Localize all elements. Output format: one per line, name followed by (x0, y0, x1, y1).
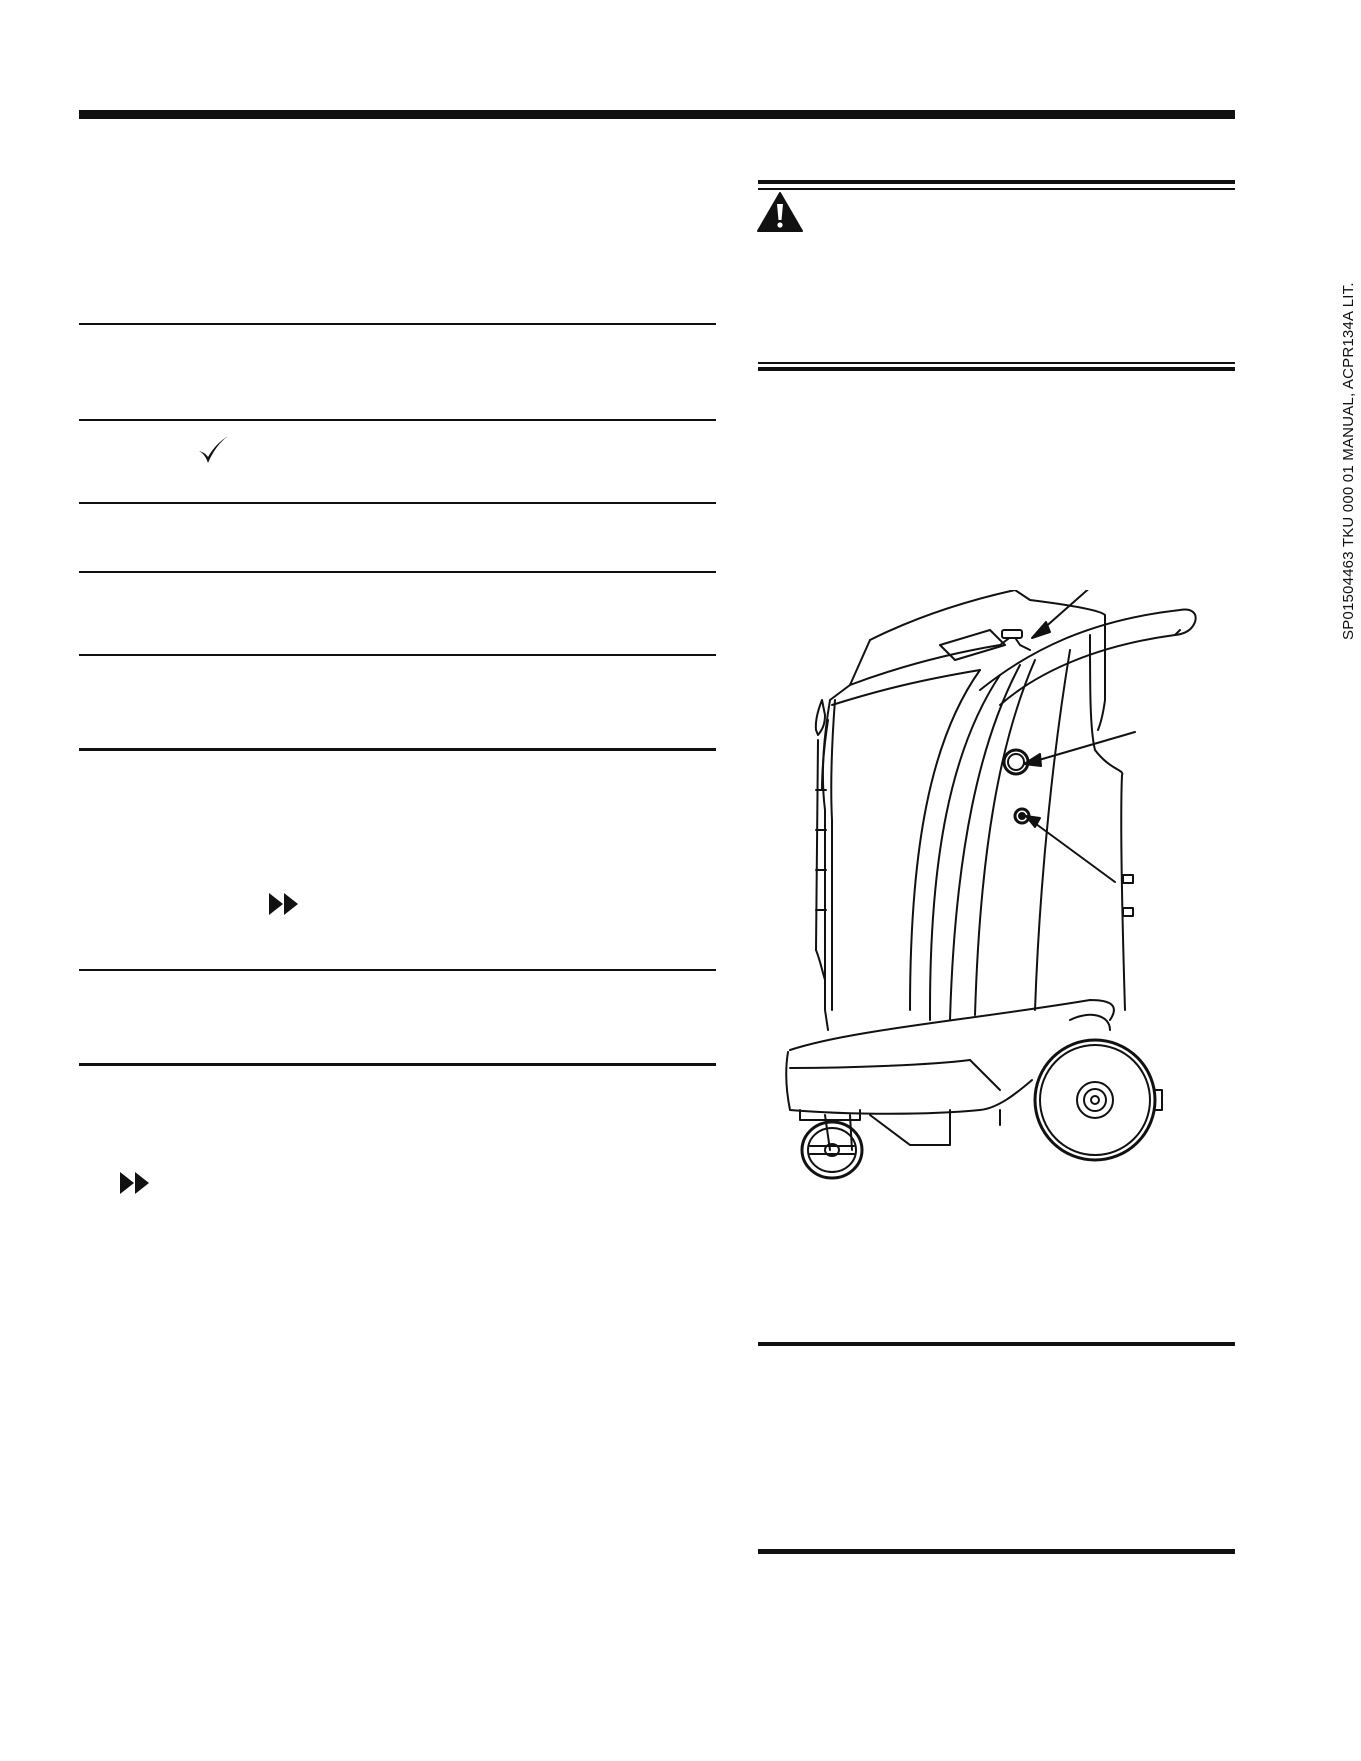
handle (980, 610, 1196, 706)
warning-box-bottom-rule-thick (758, 367, 1235, 371)
warning-box-bottom-rule-thin (758, 362, 1235, 364)
warning-triangle-icon (756, 191, 804, 233)
cabinet (816, 590, 1125, 1030)
caution-box-bottom-rule (758, 1549, 1235, 1554)
table-rule-4 (79, 571, 716, 573)
table-rule-8 (79, 1063, 716, 1066)
port-knobs (1002, 630, 1133, 916)
fast-forward-icon (268, 892, 300, 916)
table-rule-7 (79, 969, 716, 971)
table-rule-5 (79, 654, 716, 656)
caution-box-top-rule (758, 1342, 1235, 1346)
checkmark-icon (196, 434, 230, 466)
table-rule-3 (79, 502, 716, 504)
rear-wheel (1035, 1040, 1162, 1160)
document-side-label: SP01504463 TKU 000 01 MANUAL, ACPR134A LIT. (1340, 282, 1357, 640)
warning-box-top-rule-thick (758, 180, 1235, 184)
fast-forward-icon (119, 1171, 151, 1195)
caster-wheel (802, 1115, 862, 1178)
table-rule-6 (79, 748, 716, 751)
header-rule (79, 110, 1235, 119)
table-rule-1 (79, 323, 716, 325)
warning-box-top-rule-thin (758, 188, 1235, 190)
table-rule-2 (79, 419, 716, 421)
machine-side-view-illustration (770, 590, 1210, 1180)
